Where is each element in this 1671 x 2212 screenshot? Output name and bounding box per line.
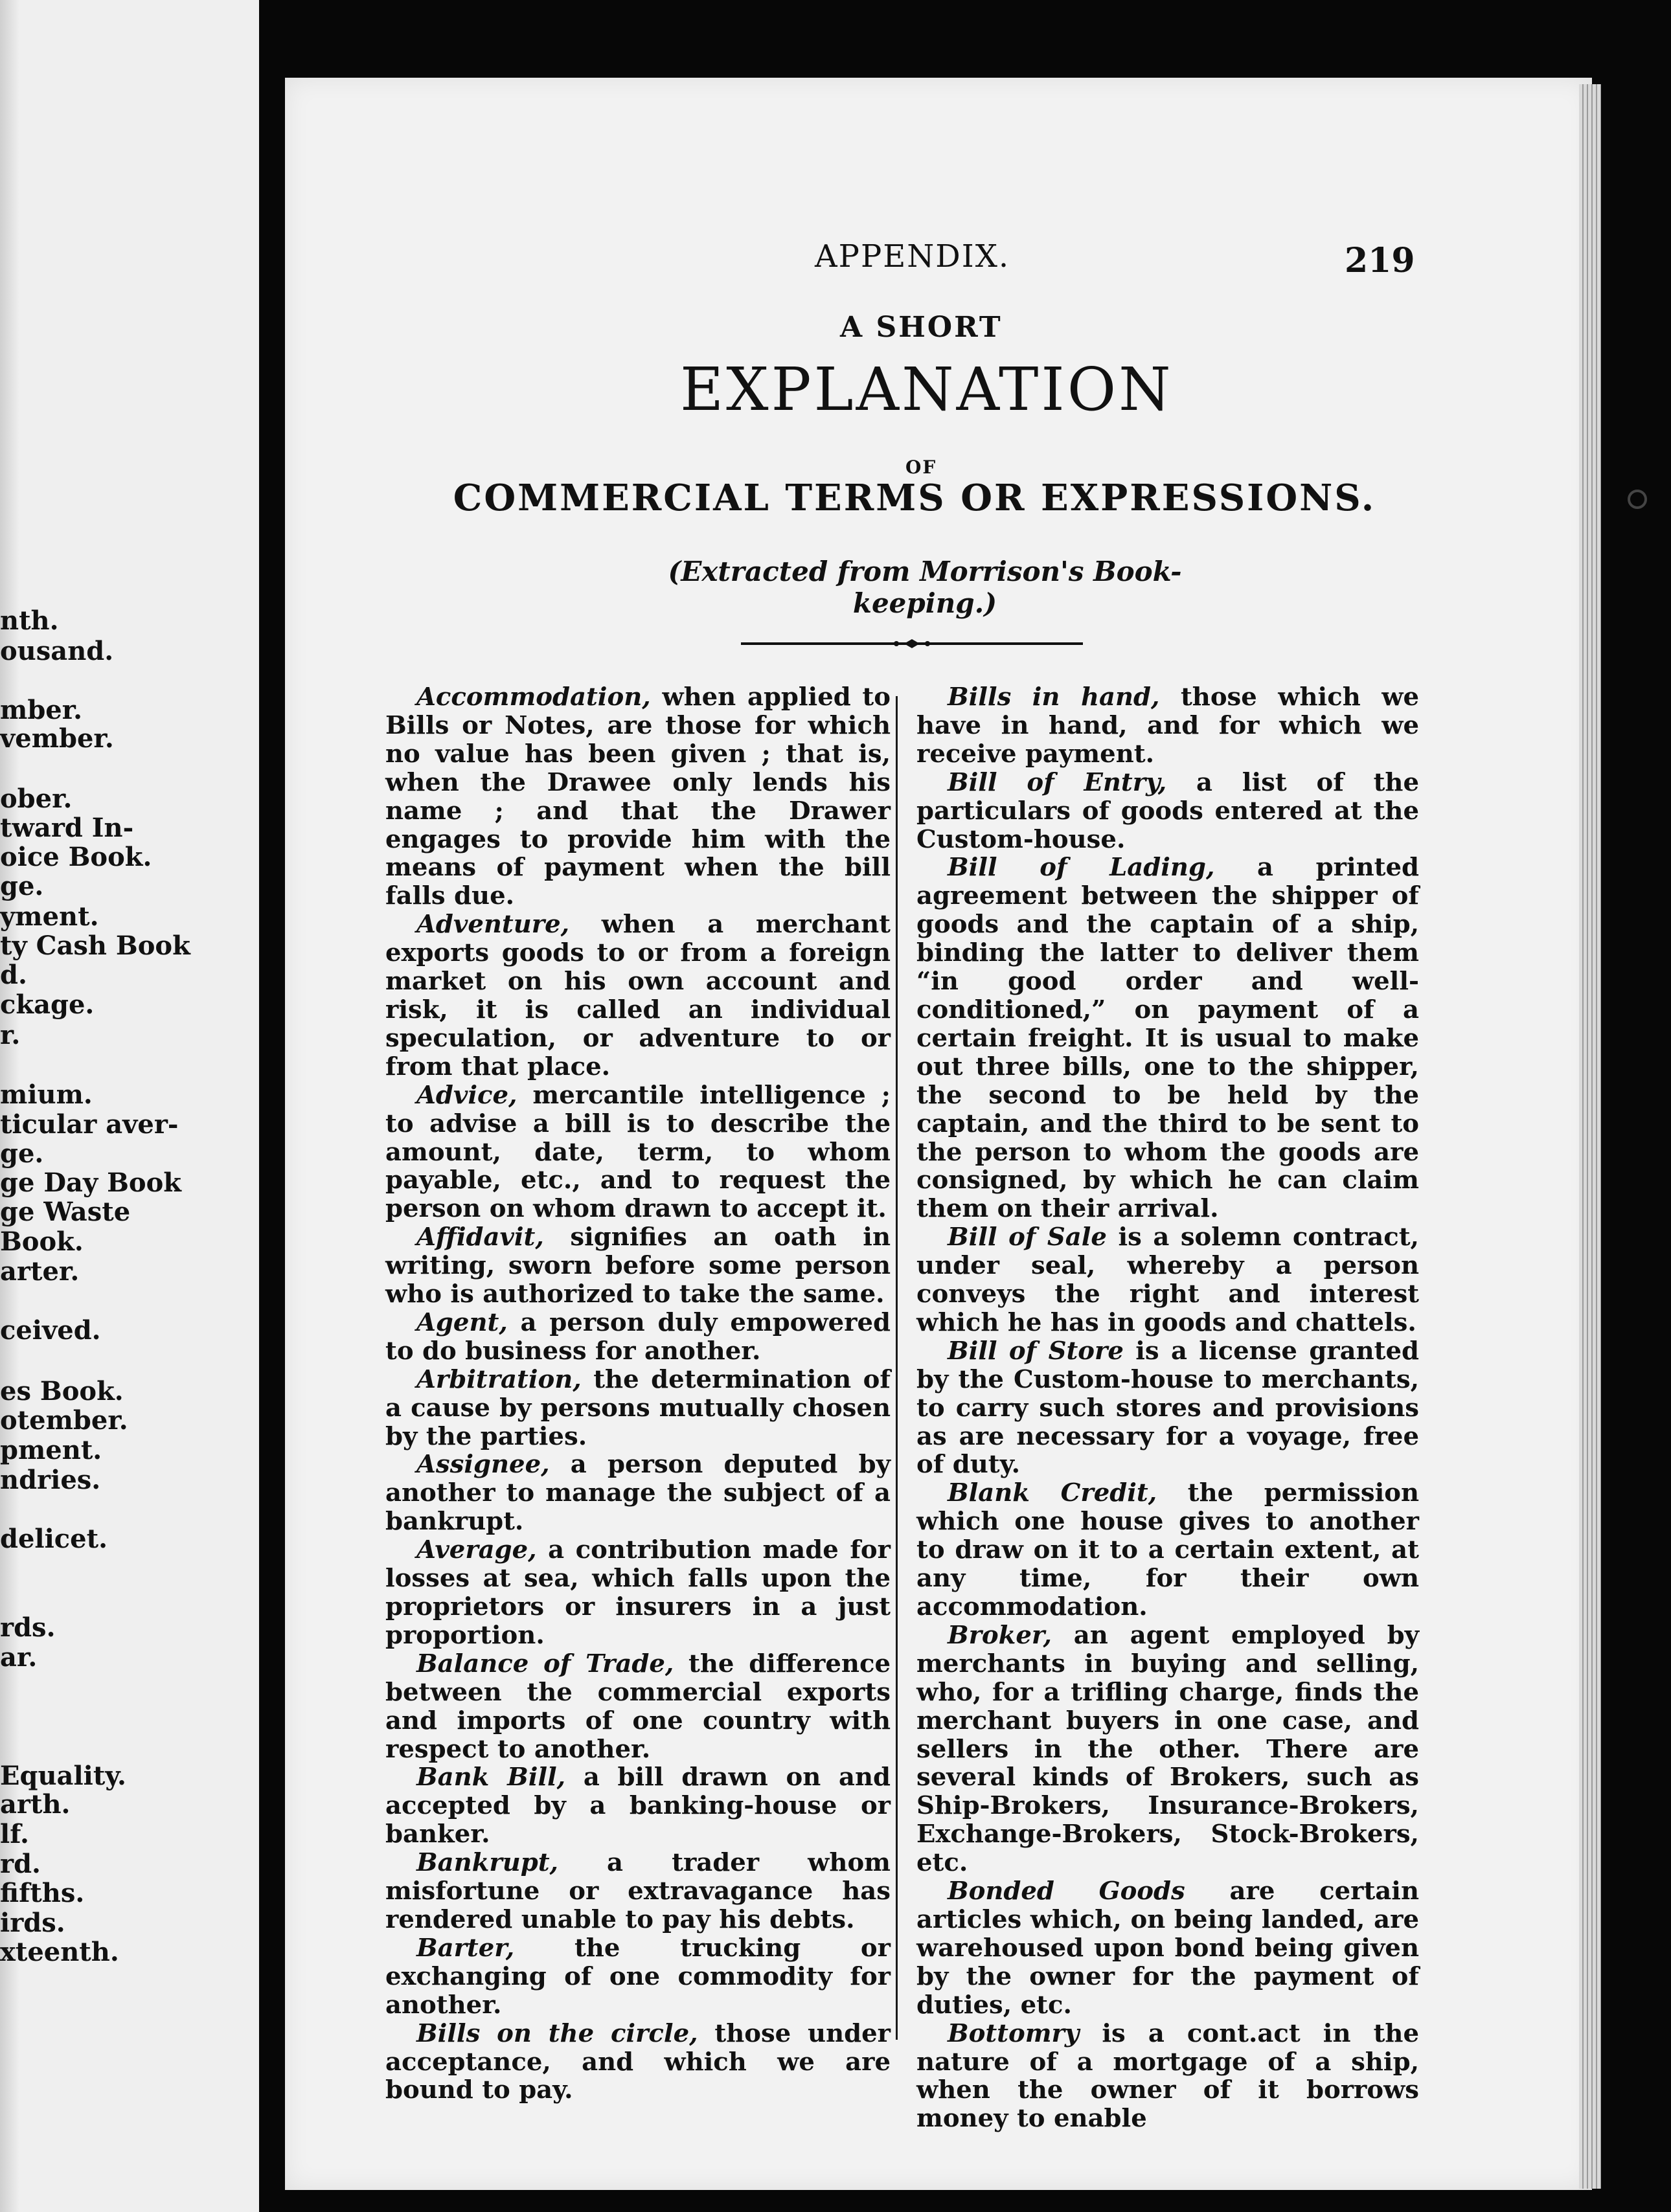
page-subtitle: COMMERCIAL TERMS OR EXPRESSIONS.	[453, 477, 1376, 519]
facing-page-line: d.	[0, 960, 27, 990]
facing-page-line: rd.	[0, 1849, 41, 1879]
glossary-entry	[916, 1621, 1419, 1877]
facing-page	[0, 0, 259, 2212]
title-connector: OF	[905, 457, 937, 478]
glossary-term: Bottomry	[948, 2018, 1080, 2048]
glossary-definition: signifies an oath in writing, sworn before some person who is authorized to take the same.	[385, 1223, 891, 1309]
glossary-entry	[385, 1763, 891, 1849]
glossary-definition: when applied to Bills or Notes, are those for which no value has been given ; that is, when the Drawee only lends his name ; and that the Drawer engages to provide him with the means of payment when the bill falls due.	[385, 683, 891, 911]
glossary-entry	[916, 2020, 1419, 2134]
glossary-term: Agent,	[416, 1307, 508, 1337]
facing-page-line: ober.	[0, 784, 73, 814]
pre-title: A SHORT	[840, 311, 1003, 344]
glossary-entry	[385, 683, 891, 910]
glossary-definition: a trader whom misfortune or extravagance has rendered unable to pay his debts.	[385, 1848, 891, 1934]
glossary-term: Bill of Store	[948, 1336, 1124, 1366]
glossary-entry	[385, 1650, 891, 1764]
facing-page-line: mium.	[0, 1079, 93, 1110]
page-number: 219	[1345, 241, 1415, 280]
glossary-entry	[916, 853, 1419, 1223]
glossary-term: Blank Credit,	[948, 1478, 1157, 1508]
glossary-entry	[385, 1366, 891, 1451]
ornamental-rule	[741, 637, 1083, 650]
glossary-term: Average,	[416, 1535, 537, 1565]
glossary-term: Bill of Sale	[948, 1223, 1107, 1252]
facing-page-line: nth.	[0, 605, 59, 636]
glossary-term: Accommodation,	[416, 683, 651, 712]
facing-page-line: delicet.	[0, 1524, 108, 1554]
glossary-definition: a printed agreement between the shipper of goods and the captain of a ship, binding the latter to deliver them “in good order and well-conditioned,” on payment of a certain freight. It is usual to make out three bills, one to the shipper, the second to be held by the captain, and the third to be sent to the person to whom the goods are consigned, by which he can claim them on their arrival.	[916, 853, 1420, 1224]
facing-page-line: arth.	[0, 1789, 71, 1820]
glossary-definition: is a cont.act in the nature of a mortgage of a ship, when the owner of it borrows money to enable	[916, 2018, 1419, 2134]
left-column	[385, 683, 891, 2105]
glossary-definition: a list of the particulars of goods entered at the Custom-house.	[916, 767, 1420, 854]
right-column	[916, 683, 1419, 2133]
facing-page-line: irds.	[0, 1908, 65, 1938]
glossary-term: Broker,	[948, 1620, 1052, 1650]
glossary-definition: when a merchant exports goods to or from a foreign market on his own account and risk, it is called an individual speculation, or adventure to or from that place.	[385, 910, 891, 1081]
facing-page-line: es Book.	[0, 1376, 124, 1406]
glossary-term: Balance of Trade,	[416, 1649, 674, 1678]
glossary-definition: is a solemn contract, under seal, whereby a person conveys the right and interest which he has in goods and chattels.	[916, 1223, 1419, 1337]
glossary-entry	[916, 769, 1419, 854]
facing-page-line: vember.	[0, 723, 114, 754]
facing-page-line: ty Cash Book	[0, 931, 190, 961]
facing-page-line: xteenth.	[0, 1937, 119, 1967]
facing-page-line: fifths.	[0, 1878, 85, 1908]
facing-page-line: Equality.	[0, 1761, 126, 1791]
glossary-term: Barter,	[416, 1933, 515, 1963]
glossary-term: Adventure,	[416, 910, 570, 940]
glossary-definition: the difference between the commercial exports and imports of one country with respect to another.	[385, 1649, 891, 1764]
glossary-definition: an agent employed by merchants in buying and selling, who, for a trifling charge, finds the merchant buyers in one case, and sellers in the other. There are several kinds of Brokers, such as Ship-Brokers, Insurance-Brokers, Exchange-Brokers, Stock-Brokers, etc.	[916, 1620, 1419, 1878]
glossary-definition: those under acceptance, and which we are bound to pay.	[385, 2018, 891, 2105]
glossary-entry	[916, 1337, 1419, 1480]
page-title: EXPLANATION	[680, 355, 1174, 424]
glossary-term: Bill of Lading,	[948, 853, 1215, 883]
facing-page-line: ge Day Book	[0, 1168, 181, 1198]
facing-page-line: lf.	[0, 1819, 29, 1849]
glossary-term: Advice,	[416, 1080, 517, 1110]
facing-page-line: pment.	[0, 1435, 102, 1465]
glossary-definition: a person duly empowered to do business for another.	[385, 1307, 891, 1366]
glossary-entry	[385, 910, 891, 1081]
facing-page-line: ge Waste	[0, 1197, 131, 1227]
facing-page-line: mber.	[0, 695, 83, 725]
glossary-definition: the trucking or exchanging of one commodity for another.	[385, 1933, 891, 2020]
glossary-definition: mercantile intelligence ; to advise a bill is to describe the amount, date, term, to whom payable, etc., and to request the person on whom drawn to accept it.	[385, 1080, 891, 1224]
glossary-definition: a bill drawn on and accepted by a banking-house or banker.	[385, 1763, 891, 1849]
facing-page-line: r.	[0, 1020, 21, 1050]
glossary-definition: a person deputed by another to manage the subject of a bankrupt.	[385, 1450, 891, 1537]
facing-page-line: ticular aver-	[0, 1109, 179, 1140]
glossary-entry	[916, 1877, 1419, 2020]
column-divider	[896, 696, 898, 2040]
glossary-entry	[385, 2020, 891, 2105]
glossary-entry	[385, 1536, 891, 1650]
facing-page-line: ceived.	[0, 1315, 101, 1346]
margin-mark	[1628, 490, 1647, 509]
glossary-term: Bills in hand,	[948, 683, 1160, 712]
glossary-entry	[385, 1450, 891, 1536]
glossary-definition: are certain articles which, on being landed, are warehoused upon bond being given by the owner for the payment of duties, etc.	[916, 1877, 1420, 2020]
facing-page-line: ndries.	[0, 1465, 101, 1495]
glossary-entry	[385, 1309, 891, 1366]
glossary-definition: is a license granted by the Custom-house to merchants, to carry such stores and provisions as are necessary for a voyage, free of duty.	[916, 1336, 1420, 1480]
facing-page-line: rds.	[0, 1612, 56, 1643]
glossary-term: Bankrupt,	[416, 1848, 558, 1878]
glossary-entry	[385, 1081, 891, 1224]
facing-page-line: yment.	[0, 901, 99, 932]
facing-page-line: ar.	[0, 1642, 38, 1673]
glossary-term: Arbitration,	[416, 1364, 582, 1394]
glossary-entry	[916, 1479, 1419, 1621]
glossary-definition: a contribution made for losses at sea, which falls upon the proprietors or insurers in a just proportion.	[385, 1535, 891, 1650]
glossary-entry	[385, 1223, 891, 1309]
glossary-term: Bills on the circle,	[416, 2018, 698, 2048]
source-note: (Extracted from Morrison's Book-keeping.)	[668, 556, 1182, 619]
page-edges	[1579, 84, 1601, 2189]
glossary-entry	[916, 683, 1419, 769]
facing-page-line: ousand.	[0, 636, 114, 666]
facing-page-line: ge.	[0, 1138, 44, 1169]
glossary-definition: the permission which one house gives to another to draw on it to a certain extent, at any time, for their own accommodation.	[916, 1478, 1419, 1621]
glossary-entry	[916, 1223, 1419, 1337]
facing-page-line: ckage.	[0, 989, 95, 1020]
glossary-term: Affidavit,	[416, 1223, 544, 1252]
facing-page-line: Book.	[0, 1226, 84, 1257]
glossary-term: Assignee,	[416, 1450, 550, 1480]
glossary-definition: those which we have in hand, and for which we receive payment.	[916, 683, 1419, 769]
facing-page-line: ge.	[0, 871, 44, 901]
facing-page-line: oice Book.	[0, 842, 152, 872]
glossary-term: Bill of Entry,	[948, 767, 1167, 797]
facing-page-line: tward In-	[0, 813, 134, 843]
running-head: APPENDIX.	[815, 238, 1010, 275]
glossary-entry	[385, 1849, 891, 1934]
glossary-term: Bonded Goods	[948, 1877, 1185, 1906]
glossary-term: Bank Bill,	[416, 1763, 566, 1792]
facing-page-line: arter.	[0, 1256, 80, 1287]
glossary-entry	[385, 1934, 891, 2020]
glossary-definition: the determination of a cause by persons mutually chosen by the parties.	[385, 1364, 891, 1451]
facing-page-line: otember.	[0, 1405, 128, 1436]
